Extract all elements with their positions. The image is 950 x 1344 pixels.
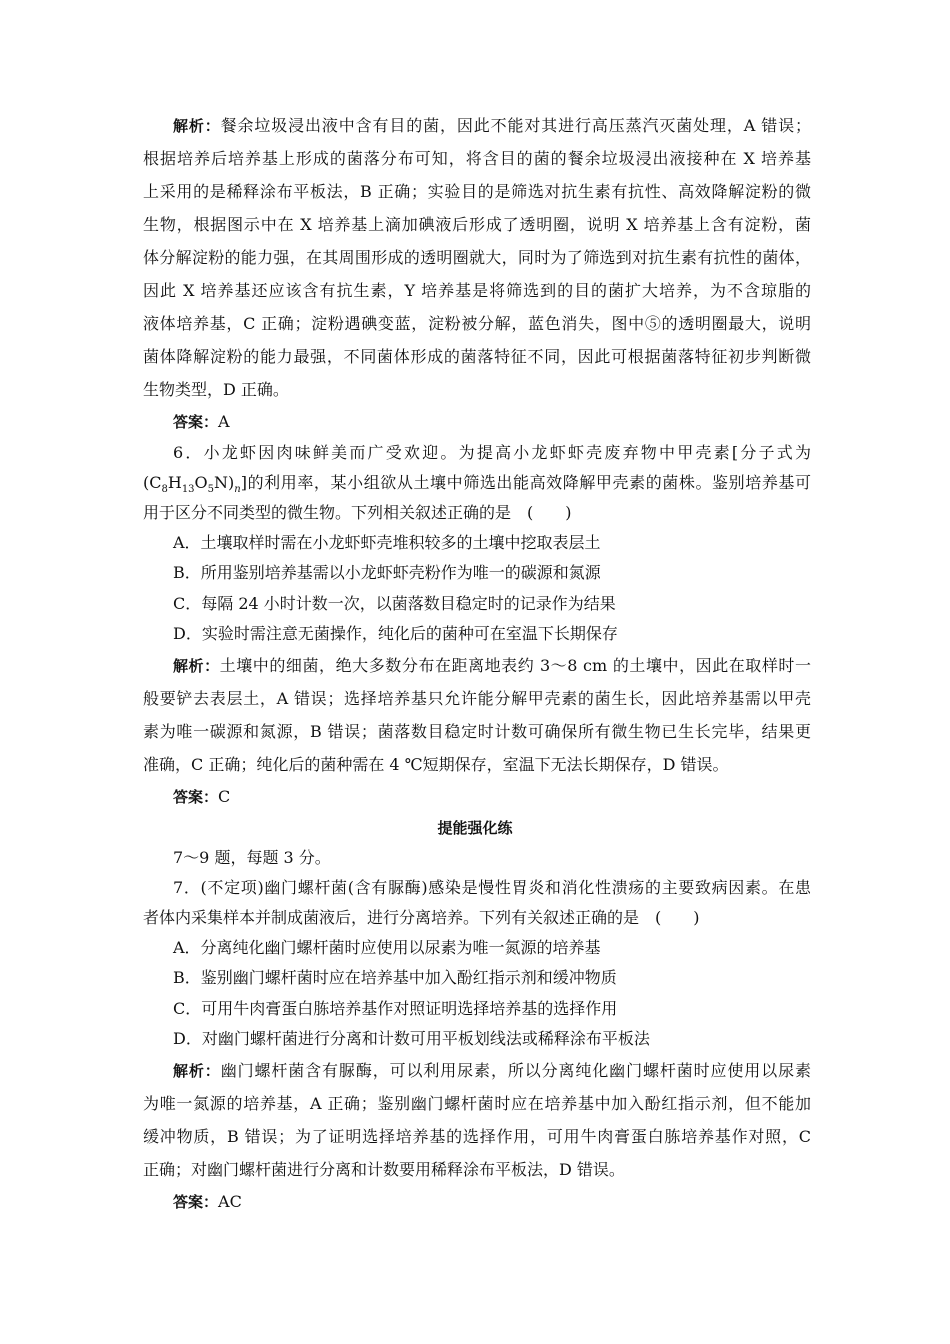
question-7-line-2: 者体内采集样本并制成菌液后，进行分离培养。下列有关叙述正确的是 ( ) xyxy=(143,908,700,927)
analysis-7-line-2: 为唯一氮源的培养基，A 正确；鉴别幽门螺杆菌时应在培养基中加入酚红指示剂，但不能加 xyxy=(143,1094,811,1113)
question-6-option-a: A．土壤取样时需在小龙虾虾壳堆积较多的土壤中挖取表层土 xyxy=(173,533,601,552)
question-7-option-b: B．鉴别幽门螺杆菌时应在培养基中加入酚红指示剂和缓冲物质 xyxy=(173,968,617,987)
analysis-5-line-7: 液体培养基，C 正确；淀粉遇碘变蓝，淀粉被分解，蓝色消失，图中⑤的透明圈最大，说明 xyxy=(143,314,811,333)
analysis-5-line-1: 解析：餐余垃圾浸出液中含有目的菌，因此不能对其进行高压蒸汽灭菌处理，A 错误； xyxy=(173,116,811,135)
analysis-label: 解析： xyxy=(173,117,221,135)
analysis-5-line-4: 生物，根据图示中在 X 培养基上滴加碘液后形成了透明圈，说明 X 培养基上含有淀粉，菌 xyxy=(143,215,811,234)
analysis-6-line-3: 素为唯一碳源和氮源，B 错误；菌落数目稳定时计数可确保所有微生物已生长完毕，结果更 xyxy=(143,722,811,741)
analysis-7-line-4: 正确；对幽门螺杆菌进行分离和计数要用稀释涂布平板法，D 错误。 xyxy=(143,1160,625,1179)
answer-7-value: AC xyxy=(218,1192,242,1211)
analysis-5-line-5: 体分解淀粉的能力强，在其周围形成的透明圈就大，同时为了筛选到对抗生素有抗性的菌体， xyxy=(143,248,811,267)
analysis-7-line-1: 解析：幽门螺杆菌含有脲酶，可以利用尿素，所以分离纯化幽门螺杆菌时应使用以尿素 xyxy=(173,1061,811,1080)
analysis-5-line-2: 根据培养后培养基上形成的菌落分布可知，将含目的菌的餐余垃圾浸出液接种在 X 培养基 xyxy=(143,149,811,168)
analysis-6-line-1: 解析：土壤中的细菌，绝大多数分布在距离地表约 3～8 cm 的土壤中，因此在取样时一 xyxy=(173,656,811,675)
analysis-7-line-3: 缓冲物质，B 错误；为了证明选择培养基的选择作用，可用牛肉膏蛋白胨培养基作对照，C xyxy=(143,1127,811,1146)
analysis-6-line-4: 准确，C 正确；纯化后的菌种需在 4 ℃短期保存，室温下无法长期保存，D 错误。 xyxy=(143,755,729,774)
question-6-option-d: D．实验时需注意无菌操作，纯化后的菌种可在室温下长期保存 xyxy=(173,624,618,643)
answer-5: 答案：A xyxy=(173,412,230,431)
question-7-option-c: C．可用牛肉膏蛋白胨培养基作对照证明选择培养基的选择作用 xyxy=(173,999,618,1018)
question-6-line-3: 用于区分不同类型的微生物。下列相关叙述正确的是 ( ) xyxy=(143,503,572,522)
section-note: 7～9 题，每题 3 分。 xyxy=(173,848,331,867)
question-6-option-c: C．每隔 24 小时计数一次，以菌落数目稳定时的记录作为结果 xyxy=(173,594,616,613)
analysis-5-line-8: 菌体降解淀粉的能力最强，不同菌体形成的菌落特征不同，因此可根据菌落特征初步判断微 xyxy=(143,347,811,366)
analysis-5-line-3: 上采用的是稀释涂布平板法，B 正确；实验目的是筛选对抗生素有抗性、高效降解淀粉的微 xyxy=(143,182,811,201)
analysis-6-line-2: 般要铲去表层土，A 错误；选择培养基只允许能分解甲壳素的菌生长，因此培养基需以甲壳 xyxy=(143,689,811,708)
answer-6-value: C xyxy=(218,787,231,806)
chitin-formula: $(C_8H_{13}O_5N)_n$ xyxy=(143,473,241,496)
answer-5-value: A xyxy=(218,412,230,431)
answer-6: 答案：C xyxy=(173,787,231,806)
question-6-line-2: $(C_8H_{13}O_5N)_n$]的利用率，某小组欲从土壤中筛选出能高效降解甲壳素的菌株。鉴别培养基可 xyxy=(143,473,811,496)
question-7-option-a: A．分离纯化幽门螺杆菌时应使用以尿素为唯一氮源的培养基 xyxy=(173,938,601,957)
analysis-5-line-6: 因此 X 培养基还应该含有抗生素，Y 培养基是将筛选到的目的菌扩大培养，为不含琼脂的 xyxy=(143,281,811,300)
question-7-option-d: D．对幽门螺杆菌进行分离和计数可用平板划线法或稀释涂布平板法 xyxy=(173,1029,650,1048)
section-title: 提能强化练 xyxy=(437,819,513,837)
question-7-line-1: 7．(不定项)幽门螺杆菌(含有脲酶)感染是慢性胃炎和消化性溃疡的主要致病因素。在患 xyxy=(173,878,811,897)
question-6-option-b: B．所用鉴别培养基需以小龙虾虾壳粉作为唯一的碳源和氮源 xyxy=(173,563,601,582)
answer-7: 答案：AC xyxy=(173,1192,242,1211)
question-6-line-1: 6．小龙虾因肉味鲜美而广受欢迎。为提高小龙虾虾壳废弃物中甲壳素[分子式为 xyxy=(173,443,811,462)
analysis-5-line-9: 生物类型，D 正确。 xyxy=(143,380,289,399)
